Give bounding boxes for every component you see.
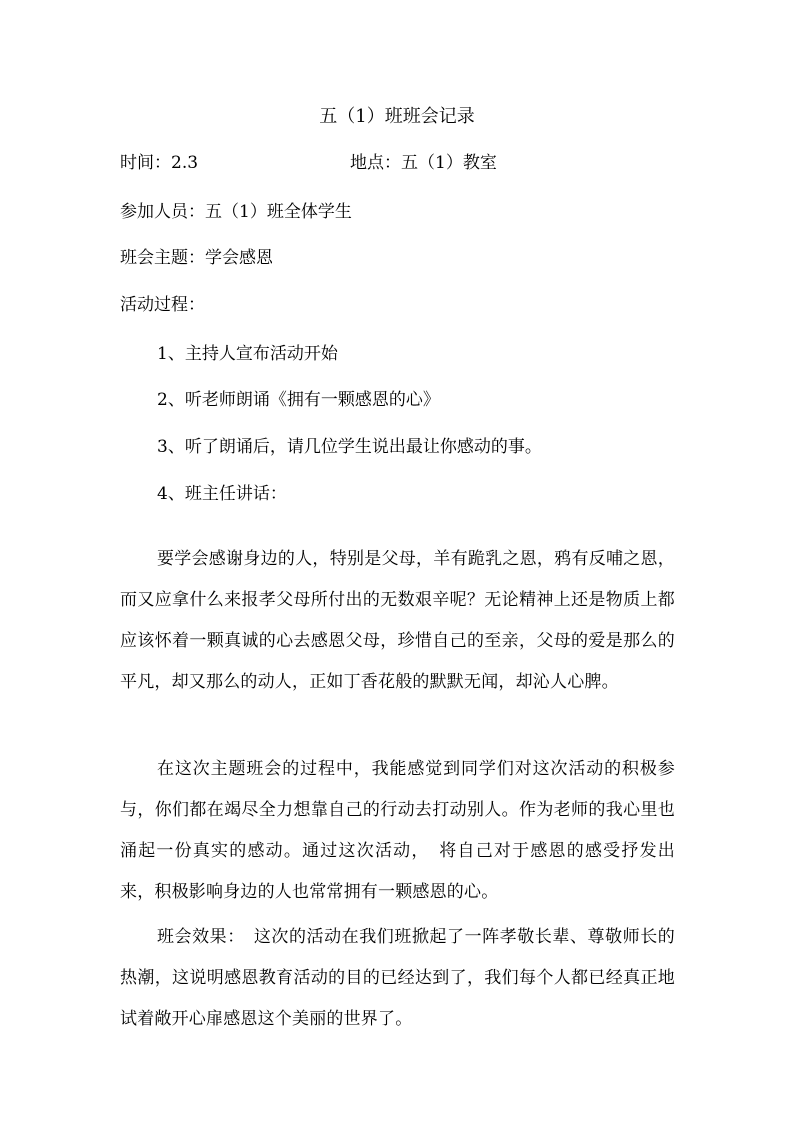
process-heading: 活动过程： (120, 295, 205, 315)
reflection-paragraph: 在这次主题班会的过程中，我能感觉到同学们对这次活动的积极参与，你们都在竭尽全力想靠自己的行动去打动别人。作为老师的我心里也涌起一份真实的感动。通过这次活动， 将自己对于感恩的感受抒发出来，积极影响身边的人也常常拥有一颗感恩的心。 (120, 759, 675, 902)
process-step-4: 4、班主任讲话： (157, 484, 287, 504)
process-step-3: 3、听了朗诵后，请几位学生说出最让你感动的事。 (157, 437, 542, 457)
teacher-speech-paragraph: 要学会感谢身边的人，特别是父母，羊有跪乳之恩，鸦有反哺之恩，而又应拿什么来报孝父母所付出的无数艰辛呢？无论精神上还是物质上都应该怀着一颗真诚的心去感恩父母，珍惜自己的至亲，父母的爱是那么的平凡，却又那么的动人，正如丁香花般的默默无闻，却沁人心脾。 (120, 549, 675, 692)
meeting-time: 时间：2.3 (120, 153, 199, 173)
meeting-theme: 班会主题：学会感恩 (120, 248, 273, 268)
document-title: 五（1）班班会记录 (319, 106, 475, 127)
meeting-participants: 参加人员：五（1）班全体学生 (120, 202, 352, 222)
meeting-place: 地点：五（1）教室 (350, 153, 497, 173)
result-paragraph: 班会效果： 这次的活动在我们班掀起了一阵孝敬长辈、尊敬师长的 热潮，这说明感恩教育活动的目的已经达到了，我们每个人都已经真正地试着敞开心扉感恩这个美丽的世界了。 (120, 927, 693, 1029)
process-step-2: 2、听老师朗诵《拥有一颗感恩的心》 (157, 390, 440, 410)
process-step-1: 1、主持人宣布活动开始 (157, 344, 338, 364)
